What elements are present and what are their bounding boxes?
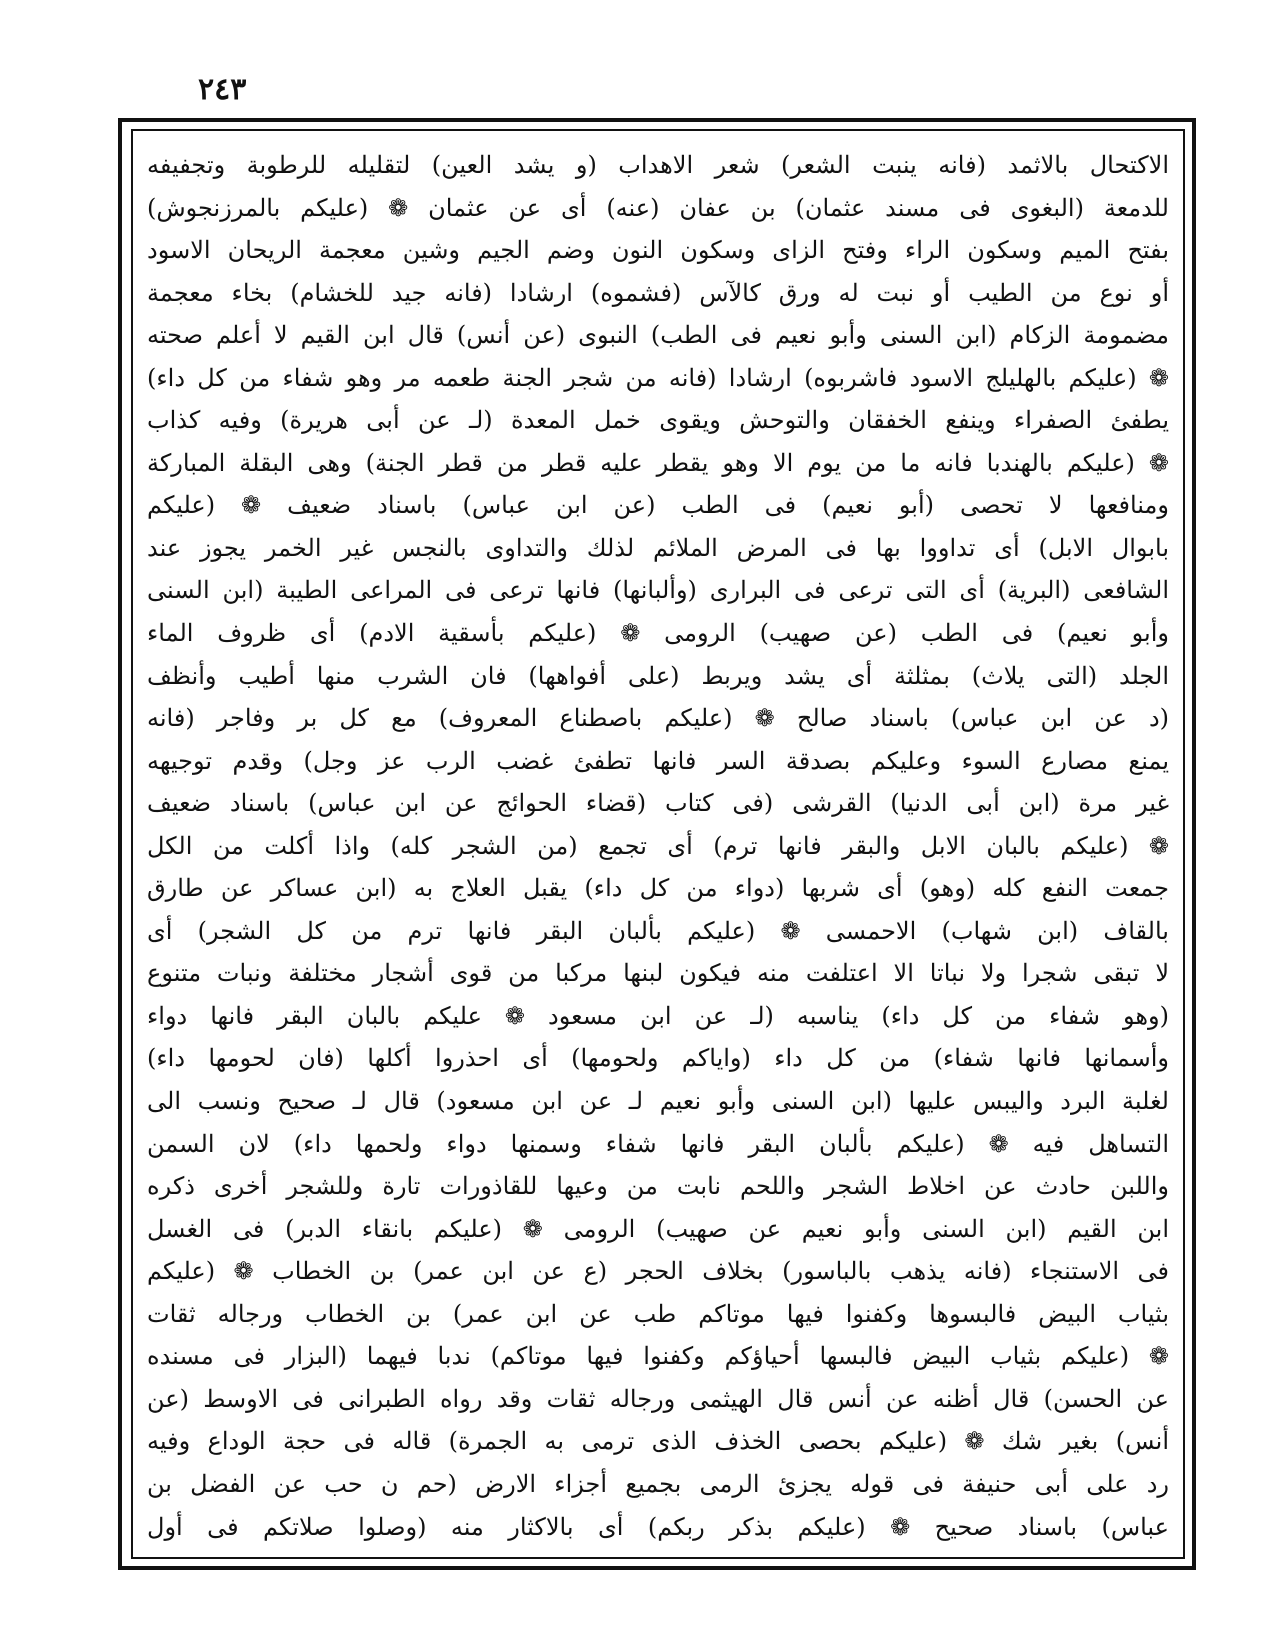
text-line: عن الحسن) قال أظنه عن أنس قال الهيثمى ورجاله ثقات وقد رواه الطبرانى فى الاوسط (عن [147, 1384, 1169, 1413]
text-line: واللبن حادث عن اخلاط الشجر واللحم نابت من وعيها للقاذورات تارة وللشجر أخرى ذكره [147, 1172, 1169, 1201]
text-line: غير مرة (ابن أبى الدنيا) القرشى (فى كتاب (قضاء الحوائج عن ابن عباس) باسناد ضعيف [147, 789, 1169, 818]
text-line: وأسمانها فانها شفاء) من كل داء (واياكم ولحومها) أى احذروا أكلها (فان لحومها داء) [147, 1044, 1169, 1073]
text-line: الشافعى (البرية) أى التى ترعى فى البرارى (وألبانها) فانها ترعى فى المراعى الطيبة (ابن السنى [147, 576, 1169, 605]
text-line: بابوال الابل) أى تداووا بها فى المرض الملائم لذلك والتداوى بالنجس غير الخمر يجوز عند [147, 533, 1169, 562]
text-line: وأبو نعيم) فى الطب (عن صهيب) الرومى ❁ (عليكم بأسقية الادم) أى ظروف الماء [147, 619, 1169, 648]
text-line: ومنافعها لا تحصى (أبو نعيم) فى الطب (عن ابن عباس) باسناد ضعيف ❁ (عليكم [147, 491, 1169, 520]
text-line: ابن القيم (ابن السنى وأبو نعيم عن صهيب) الرومى ❁ (عليكم بانقاء الدبر) فى الغسل [147, 1214, 1169, 1243]
text-line: يطفئ الصفراء وينفع الخفقان والتوحش ويقوى خمل المعدة (لـ عن أبى هريرة) وفيه كذاب [147, 406, 1169, 435]
text-line: لغلبة البرد واليبس عليها (ابن السنى وأبو نعيم لـ عن ابن مسعود) قال لـ صحيح ونسب الى [147, 1087, 1169, 1116]
page-number: ٢٤٣ [198, 72, 247, 107]
text-line: ❁ (عليكم بالبان الابل والبقر فانها ترم) أى تجمع (من الشجر كله) واذا أكلت من الكل [147, 831, 1169, 860]
text-line: للدمعة (البغوى فى مسند عثمان) بن عفان (عنه) أى عن عثمان ❁ (عليكم بالمرزنجوش) [147, 193, 1169, 222]
text-line: التساهل فيه ❁ (عليكم بألبان البقر فانها شفاء وسمنها دواء ولحمها داء) لان السمن [147, 1129, 1169, 1158]
text-line: لا تبقى شجرا ولا نباتا الا اعتلفت منه فيكون لبنها مركبا من قوى أشجار مختلفة ونبات متنوع [147, 959, 1169, 988]
text-block [147, 143, 1169, 1547]
text-line: رد على أبى حنيفة فى قوله يجزئ الرمى بجميع أجزاء الارض (حم ن حب عن الفضل بن [147, 1469, 1169, 1498]
page-frame-inner [131, 129, 1185, 1559]
text-line: عباس) باسناد صحيح ❁ (عليكم بذكر ربكم) أى بالاكثار منه (وصلوا صلاتكم فى أول [147, 1512, 1169, 1541]
text-line: جمعت النفع كله (وهو) أى شربها (دواء من كل داء) يقبل العلاج به (ابن عساكر عن طارق [147, 874, 1169, 903]
text-line: بثياب البيض فالبسوها وكفنوا فيها موتاكم طب عن ابن عمر) بن الخطاب ورجاله ثقات [147, 1299, 1169, 1328]
text-line: (وهو شفاء من كل داء) يناسبه (لـ عن ابن مسعود ❁ عليكم بالبان البقر فانها دواء [147, 1001, 1169, 1030]
text-line: ❁ (عليكم بالهندبا فانه ما من يوم الا وهو يقطر عليه قطر من قطر الجنة) وهى البقلة المباركة [147, 448, 1169, 477]
text-line: أنس) بغير شك ❁ (عليكم بحصى الخذف الذى ترمى به الجمرة) قاله فى حجة الوداع وفيه [147, 1427, 1169, 1456]
text-line: بالقاف (ابن شهاب) الاحمسى ❁ (عليكم بألبان البقر فانها ترم من كل الشجر) أى [147, 916, 1169, 945]
text-line: الاكتحال بالاثمد (فانه ينبت الشعر) شعر الاهداب (و يشد العين) لتقليله للرطوبة وتجفيفه [147, 151, 1169, 179]
text-line: فى الاستنجاء (فانه يذهب بالباسور) بخلاف الحجر (ع عن ابن عمر) بن الخطاب ❁ (عليكم [147, 1257, 1169, 1286]
text-line: مضمومة الزكام (ابن السنى وأبو نعيم فى الطب) النبوى (عن أنس) قال ابن القيم لا أعلم صحته [147, 321, 1169, 350]
text-line: أو نوع من الطيب أو نبت له ورق كالآس (فشموه) ارشادا (فانه جيد للخشام) بخاء معجمة [147, 278, 1169, 307]
page-frame [118, 118, 1196, 1570]
text-line: يمنع مصارع السوء وعليكم بصدقة السر فانها تطفئ غضب الرب عز وجل) وقدم توجيهه [147, 746, 1169, 775]
text-line: ❁ (عليكم بثياب البيض فالبسها أحياؤكم وكفنوا فيها موتاكم) ندبا فيهما (البزار فى مسنده [147, 1342, 1169, 1371]
text-line: بفتح الميم وسكون الراء وفتح الزاى وسكون النون وضم الجيم وشين معجمة الريحان الاسود [147, 236, 1169, 265]
text-line: ❁ (عليكم بالهليلج الاسود فاشربوه) ارشادا (فانه من شجر الجنة طعمه مر وهو شفاء من كل داء) [147, 363, 1169, 392]
text-line: (د عن ابن عباس) باسناد صالح ❁ (عليكم باصطناع المعروف) مع كل بر وفاجر (فانه [147, 704, 1169, 733]
text-line: الجلد (التى يلاث) بمثلثة أى يشد ويربط (على أفواهها) فان الشرب منها أطيب وأنظف [147, 661, 1169, 690]
